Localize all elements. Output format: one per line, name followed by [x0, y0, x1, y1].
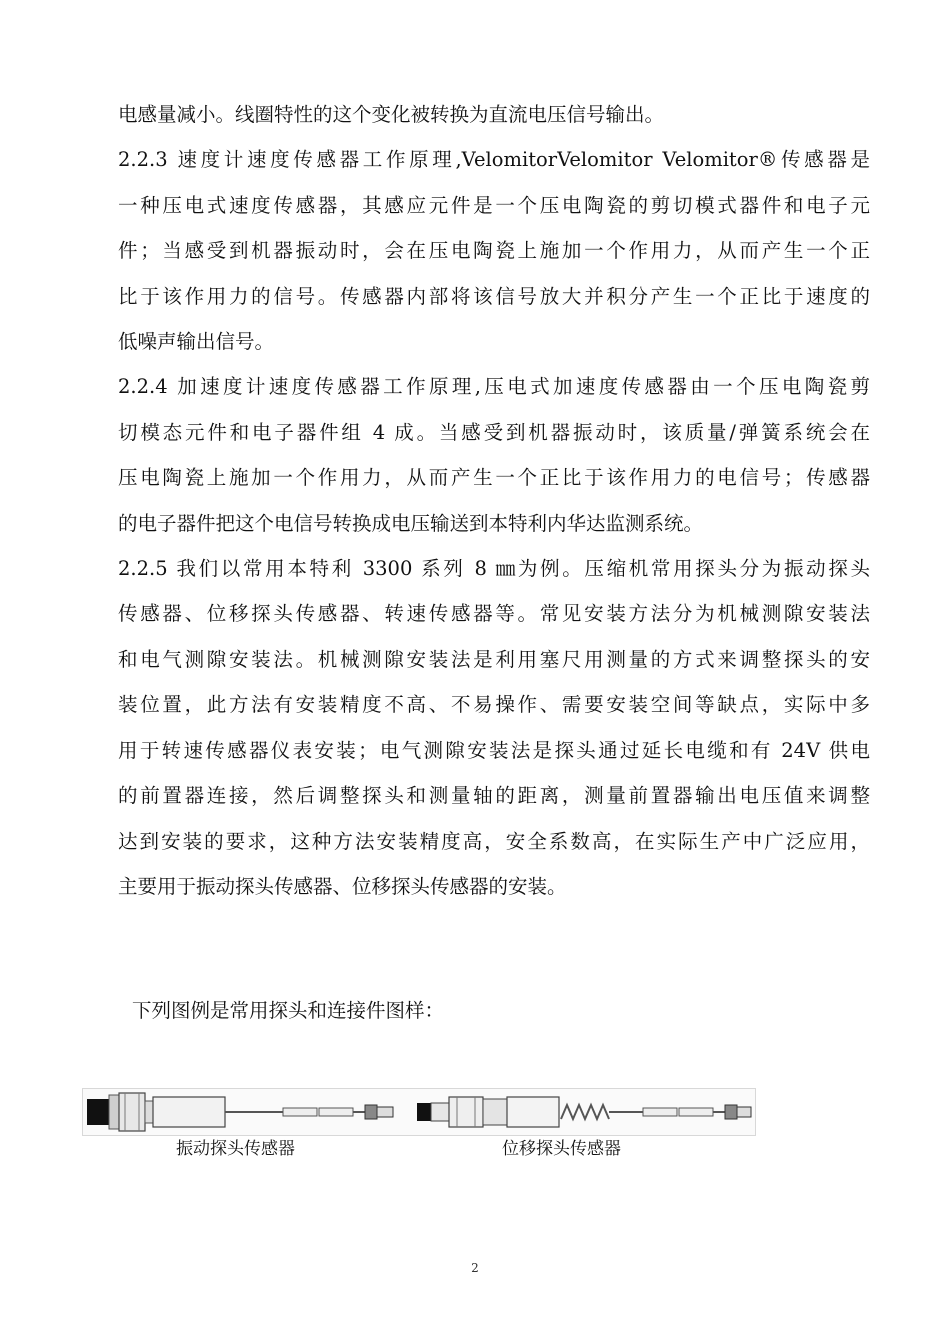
displacement-probe-caption: 位移探头传感器 [502, 1139, 621, 1159]
text-line: 2.2.3 速度计速度传感器工作原理,VelomitorVelomitor Velomitor®传感器是 [118, 148, 870, 172]
vibration-probe-drawing [87, 1093, 393, 1131]
text-line: 主要用于振动探头传感器、位移探头传感器的安装。 [118, 874, 567, 898]
text-line: 装位置，此方法有安装精度不高、不易操作、需要安装空间等缺点，实际中多 [118, 693, 870, 717]
text-line: 切模态元件和电子器件组 4 成。当感受到机器振动时，该质量/弹簧系统会在 [118, 420, 870, 444]
text-line: 用于转速传感器仪表安装；电气测隙安装法是探头通过延长电缆和有 24V 供电 [118, 738, 870, 762]
text-line: 电感量减小。线圈特性的这个变化被转换为直流电压信号输出。 [118, 103, 665, 126]
text-line: 传感器、位移探头传感器、转速传感器等。常见安装方法分为机械测隙安装法 [118, 602, 870, 626]
text-line: 比于该作用力的信号。传感器内部将该信号放大并积分产生一个正比于速度的 [118, 284, 870, 308]
sensor-figure [82, 1088, 756, 1136]
text-line: 2.2.4 加速度计速度传感器工作原理,压电式加速度传感器由一个压电陶瓷剪 [118, 375, 870, 399]
text-line: 压电陶瓷上施加一个作用力，从而产生一个正比于该作用力的电信号；传感器 [118, 466, 870, 490]
text-line: 2.2.5 我们以常用本特利 3300 系列 8 ㎜为例。压缩机常用探头分为振动探头 [118, 557, 870, 581]
text-line: 达到安装的要求，这种方法安装精度高，安全系数高，在实际生产中广泛应用， [118, 829, 870, 853]
page-number: 2 [471, 1261, 479, 1275]
text-line: 一种压电式速度传感器，其感应元件是一个压电陶瓷的剪切模式器件和电子元 [118, 193, 870, 217]
text-line: 和电气测隙安装法。机械测隙安装法是利用塞尺用测量的方式来调整探头的安 [118, 647, 870, 671]
text-line: 件；当感受到机器振动时，会在压电陶瓷上施加一个作用力，从而产生一个正 [118, 239, 870, 263]
body-text [118, 92, 870, 909]
sensor-drawings [83, 1089, 755, 1135]
text-line: 低噪声输出信号。 [118, 330, 275, 354]
vibration-probe-caption: 振动探头传感器 [176, 1139, 295, 1159]
displacement-probe-drawing [417, 1097, 751, 1127]
figure-intro: 下列图例是常用探头和连接件图样： [132, 999, 445, 1022]
text-line: 的前置器连接，然后调整探头和测量轴的距离，测量前置器输出电压值来调整 [118, 784, 870, 808]
text-line: 的电子器件把这个电信号转换成电压输送到本特利内华达监测系统。 [118, 511, 704, 535]
